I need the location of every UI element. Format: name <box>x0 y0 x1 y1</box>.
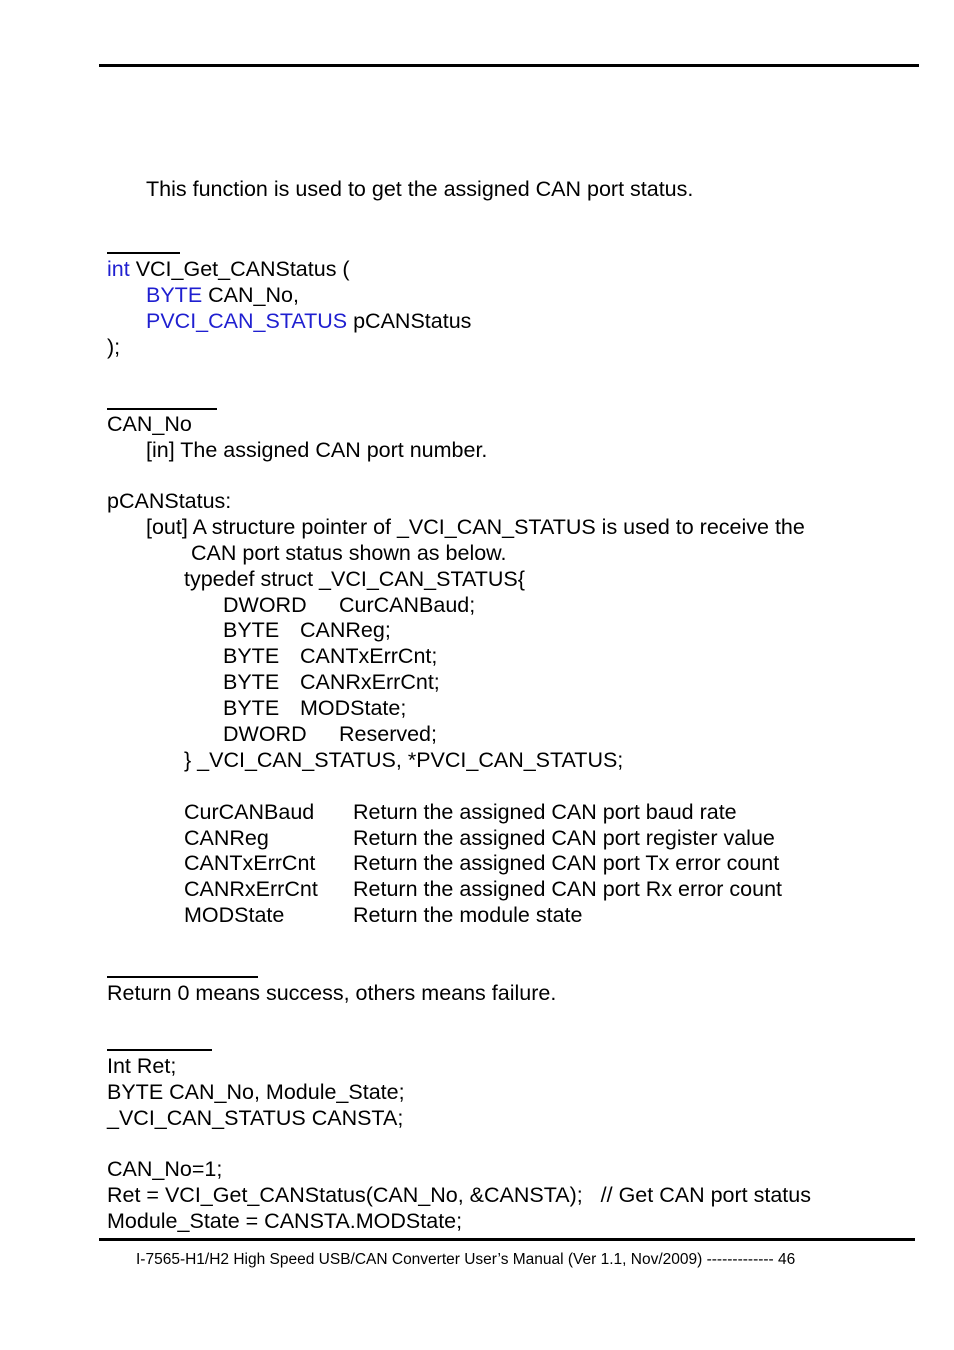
field-desc-text: Return the assigned CAN port baud rate <box>353 800 737 824</box>
syntax-param1-name: CAN_No, <box>202 283 299 307</box>
struct-field-name: CurCANBaud; <box>339 593 476 617</box>
struct-field-type: DWORD <box>223 722 307 746</box>
syntax-param2-name: pCANStatus <box>347 309 472 333</box>
param1-desc: [in] The assigned CAN port number. <box>146 438 488 462</box>
param2-name: pCANStatus: <box>107 489 232 513</box>
footer-rule <box>99 1238 915 1241</box>
struct-field-type: DWORD <box>223 593 307 617</box>
field-desc-text: Return the assigned CAN port register value <box>353 826 775 850</box>
example-line: _VCI_CAN_STATUS CANSTA; <box>107 1106 404 1130</box>
syntax-param1-type: BYTE <box>146 283 203 307</box>
field-desc-name: CANRxErrCnt <box>184 877 318 901</box>
page-footer: I-7565-H1/H2 High Speed USB/CAN Converter User’s Manual (Ver 1.1, Nov/2009) ------------- 46 <box>136 1251 796 1268</box>
syntax-param2-type: PVCI_CAN_STATUS <box>146 309 348 333</box>
syntax-close: ); <box>107 335 121 359</box>
example-line: Int Ret; <box>107 1054 177 1078</box>
parameter-heading-rule <box>107 408 217 410</box>
field-desc-text: Return the module state <box>353 903 583 927</box>
struct-open: typedef struct _VCI_CAN_STATUS{ <box>184 567 525 591</box>
syntax-return-type: int <box>107 257 130 281</box>
syntax-heading-rule <box>107 252 180 254</box>
syntax-line-2 <box>146 282 299 308</box>
example-line: Module_State = CANSTA.MODState; <box>107 1209 463 1233</box>
return-heading-rule <box>107 976 258 978</box>
syntax-line-3 <box>146 308 471 334</box>
struct-field-type: BYTE <box>223 670 280 694</box>
intro-text: This function is used to get the assigned CAN port status. <box>146 177 694 201</box>
example-heading-rule <box>107 1049 212 1051</box>
field-desc-text: Return the assigned CAN port Tx error count <box>353 851 780 875</box>
param1-name: CAN_No <box>107 412 192 436</box>
field-desc-name: CANReg <box>184 826 269 850</box>
header-rule <box>99 64 919 67</box>
struct-field-name: MODState; <box>300 696 407 720</box>
example-line: Ret = VCI_Get_CANStatus(CAN_No, &CANSTA); // Get CAN port status <box>107 1183 811 1207</box>
struct-field-name: Reserved; <box>339 722 437 746</box>
return-text: Return 0 means success, others means failure. <box>107 981 557 1005</box>
struct-field-type: BYTE <box>223 696 280 720</box>
syntax-line-1 <box>107 256 350 282</box>
param2-desc-line1: [out] A structure pointer of _VCI_CAN_STATUS is used to receive the <box>146 515 805 539</box>
example-line: BYTE CAN_No, Module_State; <box>107 1080 405 1104</box>
field-desc-text: Return the assigned CAN port Rx error count <box>353 877 783 901</box>
example-line: CAN_No=1; <box>107 1157 223 1181</box>
param2-desc-line2: CAN port status shown as below. <box>191 541 507 565</box>
struct-field-name: CANReg; <box>300 618 391 642</box>
struct-field-name: CANTxErrCnt; <box>300 644 438 668</box>
field-desc-name: CurCANBaud <box>184 800 315 824</box>
field-desc-name: CANTxErrCnt <box>184 851 316 875</box>
struct-close: } _VCI_CAN_STATUS, *PVCI_CAN_STATUS; <box>184 748 624 772</box>
struct-field-type: BYTE <box>223 644 280 668</box>
syntax-function-name: VCI_Get_CANStatus ( <box>129 257 350 281</box>
field-desc-name: MODState <box>184 903 285 927</box>
struct-field-type: BYTE <box>223 618 280 642</box>
struct-field-name: CANRxErrCnt; <box>300 670 440 694</box>
